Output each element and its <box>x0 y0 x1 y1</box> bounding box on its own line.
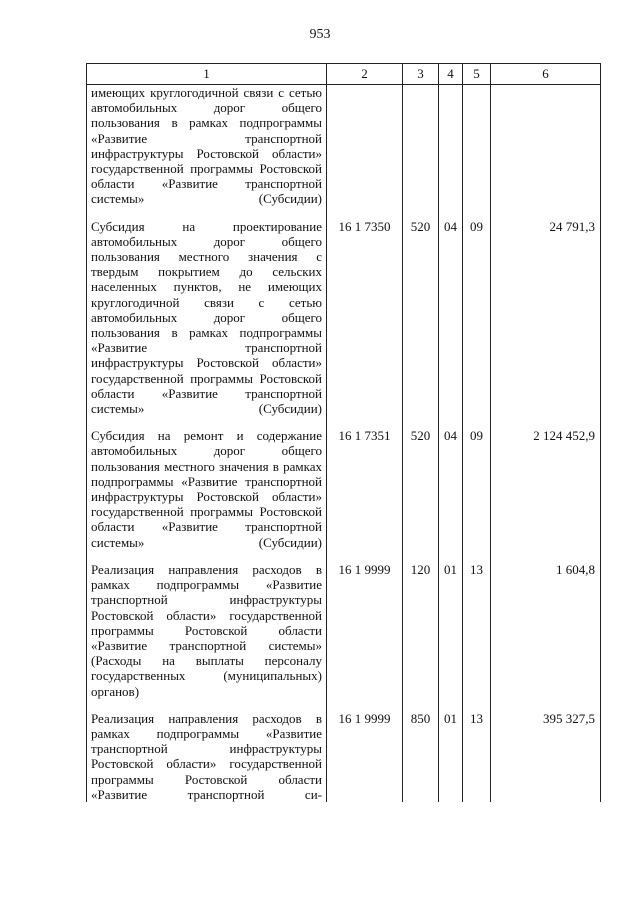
row-vr: 850 <box>403 709 439 802</box>
row-rz: 01 <box>439 709 463 802</box>
row-description: Субсидия на проектирование автомобильных дорог общего пользования местного значения с твердым покрытием до сельских населенных пунктов, не имеющих круглогодичной связи с сетью автомобильных дорог общего пользования в рамках подпрограммы «Развитие транспортной инфраструктуры Ростовской области» государственной программы Ростовской области «Развитие транспортной системы» (Субсидии) <box>87 217 327 427</box>
table-row <box>87 217 601 427</box>
budget-table <box>86 63 601 802</box>
row-amount: 395 327,5 <box>491 709 601 802</box>
row-rz <box>439 85 463 217</box>
row-description: Реализация направления расходов в рамках подпрограммы «Развитие транспортной инфраструктуры Ростовской области» государственной программы Ростовской области «Развитие транспортной системы» (Расходы на выплаты персоналу государственных (муниципальных) органов) <box>87 560 327 709</box>
row-code <box>327 85 403 217</box>
row-pr <box>463 85 491 217</box>
table-row <box>87 560 601 709</box>
table-header-row <box>87 64 601 85</box>
row-description: имеющих круглогодичной связи с сетью автомобильных дорог общего пользования в рамках подпрограммы «Развитие транспортной инфраструктуры Ростовской области» государственной программы Ростовской области «Развитие транспортной системы» (Субсидии) <box>87 85 327 217</box>
row-amount: 24 791,3 <box>491 217 601 427</box>
page-number: 953 <box>309 27 331 42</box>
header-col-2: 2 <box>327 64 403 85</box>
row-code: 16 1 9999 <box>327 560 403 709</box>
row-rz: 04 <box>439 217 463 427</box>
row-code: 16 1 7350 <box>327 217 403 427</box>
header-col-4: 4 <box>439 64 463 85</box>
row-code: 16 1 7351 <box>327 426 403 560</box>
row-pr: 09 <box>463 217 491 427</box>
row-pr: 13 <box>463 709 491 802</box>
row-code: 16 1 9999 <box>327 709 403 802</box>
row-amount: 2 124 452,9 <box>491 426 601 560</box>
table-row <box>87 709 601 802</box>
header-col-1: 1 <box>87 64 327 85</box>
row-vr: 120 <box>403 560 439 709</box>
header-col-5: 5 <box>463 64 491 85</box>
row-rz: 04 <box>439 426 463 560</box>
row-amount: 1 604,8 <box>491 560 601 709</box>
row-description: Реализация направления расходов в рамках подпрограммы «Развитие транспортной инфраструктуры Ростовской области» государственной программы Ростовской области «Развитие транспортной си- <box>87 709 327 802</box>
header-col-3: 3 <box>403 64 439 85</box>
row-amount <box>491 85 601 217</box>
header-col-6: 6 <box>491 64 601 85</box>
row-rz: 01 <box>439 560 463 709</box>
table-row <box>87 85 601 217</box>
row-pr: 09 <box>463 426 491 560</box>
row-vr: 520 <box>403 217 439 427</box>
row-vr: 520 <box>403 426 439 560</box>
row-description: Субсидия на ремонт и содержание автомобильных дорог общего пользования местного значения в рамках подпрограммы «Развитие транспортной инфраструктуры Ростовской области» государственной программы Ростовской области «Развитие транспортной системы» (Субсидии) <box>87 426 327 560</box>
table-row <box>87 426 601 560</box>
row-pr: 13 <box>463 560 491 709</box>
row-vr <box>403 85 439 217</box>
